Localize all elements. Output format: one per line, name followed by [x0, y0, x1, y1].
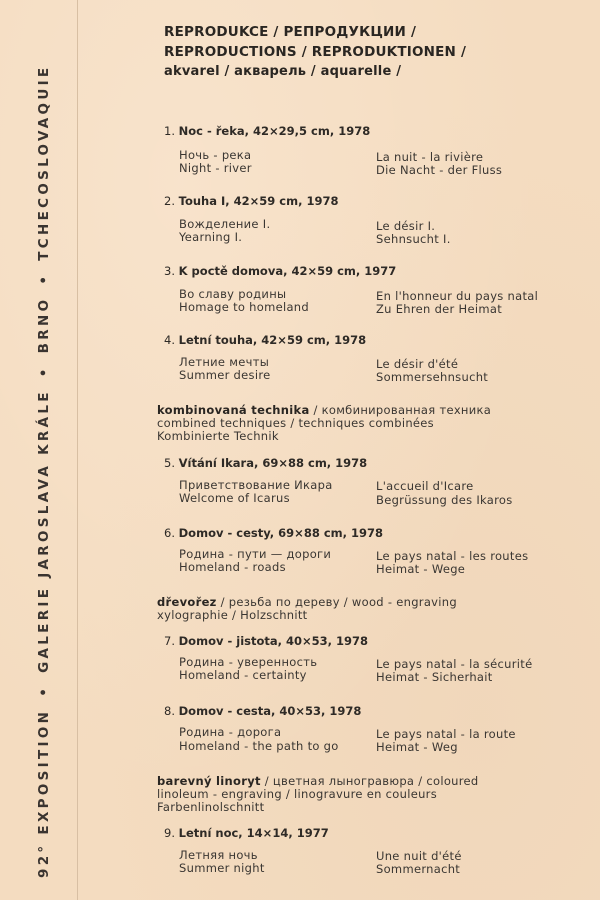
- left-strip: [0, 0, 78, 900]
- catalog-item-3: [164, 264, 584, 316]
- item-title: 9. Letní noc, 14×14, 1977: [164, 826, 329, 840]
- item-translation-en: Homeland - certainty: [179, 668, 307, 682]
- spine-exposition: 92° EXPOSITION: [36, 708, 52, 878]
- item-translation-en: Homeland - roads: [179, 560, 286, 574]
- item-translation-de: Heimat - Wege: [376, 562, 466, 576]
- spine-gallery: GALERIE JAROSLAVA KRÁLE: [36, 389, 52, 673]
- item-translation-ru: Приветствование Икара: [179, 478, 333, 492]
- spine-city: BRNO: [36, 296, 52, 354]
- item-title: 3. K poctě domova, 42×59 cm, 1977: [164, 264, 397, 278]
- item-title: 8. Domov - cesta, 40×53, 1978: [164, 704, 362, 718]
- item-translation-de: Die Nacht - der Fluss: [376, 163, 503, 177]
- item-title: 1. Noc - řeka, 42×29,5 cm, 1978: [164, 124, 371, 138]
- technique-name: kombinovaná technika: [157, 403, 310, 417]
- header-line-1: REPRODUKCE / РЕПРОДУКЦИИ /: [164, 24, 417, 40]
- item-translation-ru: Ночь - река: [179, 148, 252, 162]
- catalog-item-1: [164, 124, 584, 177]
- item-translation-fr: Le pays natal - la route: [376, 727, 516, 741]
- technique-block-woodcut: dřevořez / резьба по дереву / wood - engraving xylographie / Holzschnitt: [157, 595, 457, 622]
- item-title: 2. Touha I, 42×59 cm, 1978: [164, 194, 339, 208]
- item-translation-fr: Le désir d'été: [376, 357, 459, 371]
- catalog-item-2: [164, 194, 584, 246]
- item-translation-fr: En l'honneur du pays natal: [376, 289, 539, 303]
- item-translation-de: Sommersehnsucht: [376, 370, 489, 384]
- catalog-item-8: [164, 704, 584, 754]
- catalog-item-9: [164, 826, 584, 876]
- header-line-2: REPRODUCTIONS / REPRODUKTIONEN /: [164, 44, 467, 60]
- spine-country: TCHECOSLOVAQUIE: [36, 64, 52, 261]
- item-translation-en: Summer desire: [179, 368, 271, 382]
- items-layer: [157, 0, 584, 900]
- item-translation-de: Heimat - Weg: [376, 740, 458, 754]
- vertical-spine-text: [36, 65, 52, 878]
- technique-block-combined: kombinovaná technika / комбинированная техника combined techniques / techniques combinées Kombinierte Technik: [157, 403, 492, 443]
- item-translation-de: Zu Ehren der Heimat: [376, 302, 503, 316]
- item-translation-ru: Во славу родины: [179, 287, 287, 301]
- technique-name: barevný linoryt: [157, 774, 261, 788]
- catalog-item-6: [164, 526, 584, 576]
- item-translation-ru: Летняя ночь: [179, 848, 258, 862]
- item-translation-fr: Le désir I.: [376, 219, 436, 233]
- item-translation-ru: Родина - дорога: [179, 725, 282, 739]
- item-translation-en: Summer night: [179, 861, 265, 875]
- item-translation-de: Begrüssung des Ikaros: [376, 493, 513, 507]
- bullet-separator: •: [36, 272, 52, 285]
- item-translation-ru: Вожделение I.: [179, 217, 271, 231]
- item-translation-fr: Une nuit d'été: [376, 849, 462, 863]
- item-translation-ru: Летние мечты: [179, 355, 270, 369]
- item-title: 6. Domov - cesty, 69×88 cm, 1978: [164, 526, 384, 540]
- technique-block-linocut: barevný linoryt / цветная лыногравюра / coloured linoleum - engraving / linogravure en couleurs Farbenlinolschnitt: [157, 774, 479, 814]
- item-translation-ru: Родина - уверенность: [179, 655, 318, 669]
- item-translation-fr: Le pays natal - la sécurité: [376, 657, 533, 671]
- header-line-3: akvarel / акварель / aquarelle /: [164, 64, 402, 79]
- item-translation-en: Homeland - the path to go: [179, 739, 339, 753]
- item-translation-ru: Родина - пути — дороги: [179, 547, 332, 561]
- catalog-item-4: [164, 333, 584, 384]
- item-title: 5. Vítání Ikara, 69×88 cm, 1978: [164, 456, 368, 470]
- item-translation-de: Sommernacht: [376, 862, 461, 876]
- bullet-separator: •: [36, 365, 52, 378]
- item-title: 4. Letní touha, 42×59 cm, 1978: [164, 333, 367, 347]
- item-translation-de: Heimat - Sicherhait: [376, 670, 493, 684]
- item-translation-en: Night - river: [179, 161, 252, 175]
- technique-name: dřevořez: [157, 595, 217, 609]
- item-translation-fr: Le pays natal - les routes: [376, 549, 529, 563]
- item-translation-en: Yearning I.: [179, 230, 243, 244]
- catalog-item-7: [164, 634, 584, 684]
- item-title: 7. Domov - jistota, 40×53, 1978: [164, 634, 369, 648]
- item-translation-de: Sehnsucht I.: [376, 232, 451, 246]
- item-translation-fr: La nuit - la rivière: [376, 150, 484, 164]
- item-translation-fr: L'accueil d'Icare: [376, 479, 474, 493]
- item-translation-en: Welcome of Icarus: [179, 491, 290, 505]
- catalog-item-5: [164, 456, 584, 507]
- bullet-separator: •: [36, 684, 52, 697]
- item-translation-en: Homage to homeland: [179, 300, 309, 314]
